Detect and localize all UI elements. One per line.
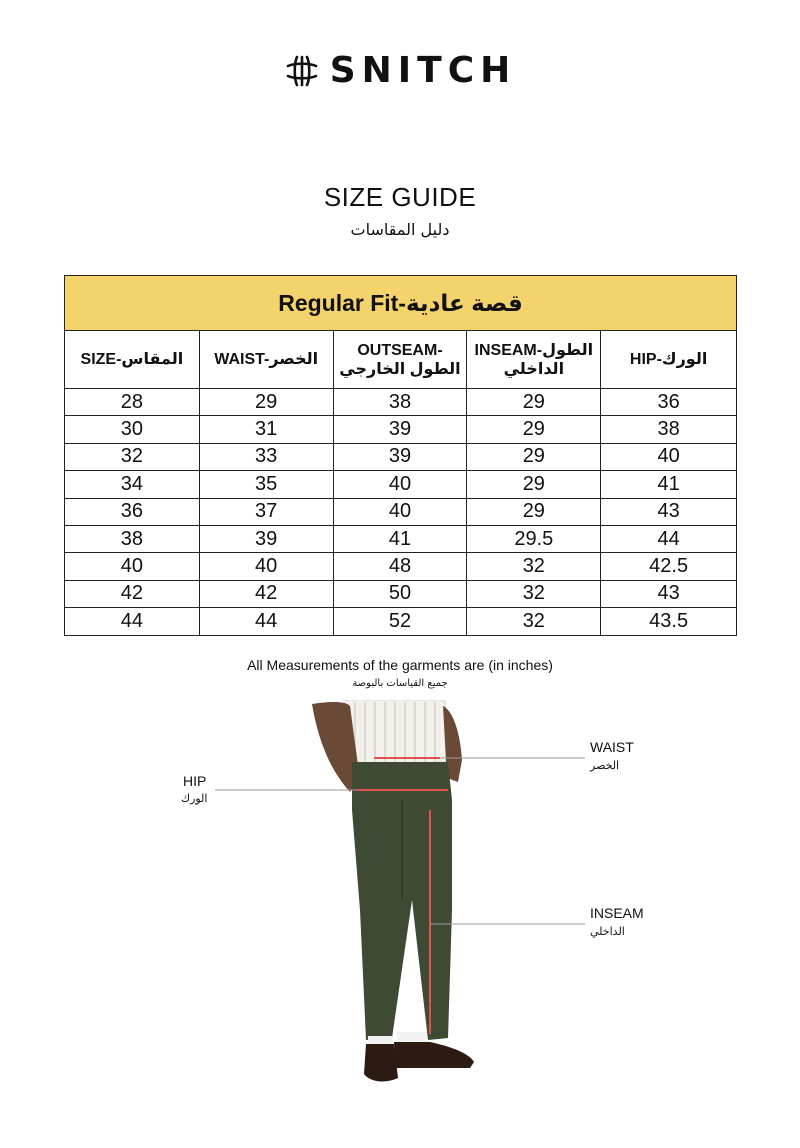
- column-header-hip: [601, 331, 737, 389]
- fit-label: Regular Fit-قصة عادية: [65, 276, 737, 331]
- table-cell: 32: [467, 553, 601, 580]
- table-cell: 36: [601, 389, 737, 416]
- table-row: [65, 608, 737, 635]
- table-cell: 29: [467, 498, 601, 525]
- table-cell: 39: [333, 443, 467, 470]
- inseam-label: INSEAM: [590, 905, 644, 921]
- table-cell: 52: [333, 608, 467, 635]
- table-cell: 32: [467, 580, 601, 607]
- fit-row: [65, 276, 737, 331]
- page-title-arabic: دليل المقاسات: [350, 220, 450, 239]
- table-cell: 38: [601, 416, 737, 443]
- table-cell: 33: [199, 443, 333, 470]
- table-cell: 40: [333, 498, 467, 525]
- table-cell: 38: [333, 389, 467, 416]
- table-cell: 44: [65, 608, 200, 635]
- table-cell: 50: [333, 580, 467, 607]
- table-cell: 43.5: [601, 608, 737, 635]
- table-row: [65, 416, 737, 443]
- table-cell: 31: [199, 416, 333, 443]
- table-cell: 42: [65, 580, 200, 607]
- table-cell: 29: [467, 443, 601, 470]
- column-header-row: [65, 331, 737, 389]
- column-header-line: OUTSEAM-: [357, 341, 443, 359]
- size-table: [64, 275, 737, 636]
- table-cell: 29: [467, 471, 601, 498]
- table-cell: 40: [199, 553, 333, 580]
- table-row: [65, 553, 737, 580]
- column-header-line: الداخلي: [503, 360, 565, 378]
- table-cell: 35: [199, 471, 333, 498]
- measurement-note: All Measurements of the garments are (in inches): [247, 657, 553, 673]
- table-cell: 48: [333, 553, 467, 580]
- left-shoe: [394, 1042, 474, 1068]
- brand-name: SNITCH: [329, 50, 517, 91]
- table-cell: 41: [333, 525, 467, 552]
- hash-knot-icon: [284, 53, 320, 89]
- table-cell: 39: [199, 525, 333, 552]
- hip-label: HIP: [183, 773, 207, 789]
- page-title: SIZE GUIDE: [323, 182, 477, 212]
- table-cell: 34: [65, 471, 200, 498]
- trouser-figure: [0, 700, 800, 1148]
- table-cell: 43: [601, 580, 737, 607]
- table-cell: 42: [199, 580, 333, 607]
- table-cell: 29: [467, 416, 601, 443]
- table-cell: 36: [65, 498, 200, 525]
- table-cell: 39: [333, 416, 467, 443]
- table-row: [65, 498, 737, 525]
- table-cell: 43: [601, 498, 737, 525]
- table-cell: 32: [65, 443, 200, 470]
- table-cell: 29.5: [467, 525, 601, 552]
- table-cell: 32: [467, 608, 601, 635]
- column-header-waist: [199, 331, 333, 389]
- column-header-line: SIZE-المقاس: [80, 351, 184, 368]
- table-cell: 38: [65, 525, 200, 552]
- right-shoe: [364, 1044, 398, 1081]
- table-cell: 28: [65, 389, 200, 416]
- hip-label-arabic: الورك: [181, 792, 208, 805]
- waist-label: WAIST: [590, 739, 634, 755]
- table-body: [65, 389, 737, 636]
- waist-label-arabic: الخصر: [590, 759, 620, 772]
- column-header-outseam: [333, 331, 467, 389]
- table-row: [65, 389, 737, 416]
- table-row: [65, 443, 737, 470]
- column-header-line: الطول الخارجي: [339, 360, 461, 378]
- table-cell: 41: [601, 471, 737, 498]
- table-cell: 40: [65, 553, 200, 580]
- table-row: [65, 471, 737, 498]
- table-cell: 42.5: [601, 553, 737, 580]
- table-cell: 44: [601, 525, 737, 552]
- column-header-inseam: [467, 331, 601, 389]
- column-header-size: [65, 331, 200, 389]
- measurement-note-arabic: جميع القياسات بالبوصة: [352, 678, 448, 689]
- column-header-line: INSEAM-الطول: [474, 341, 594, 359]
- table-cell: 44: [199, 608, 333, 635]
- inseam-label-arabic: الداخلي: [590, 925, 625, 938]
- table-cell: 37: [199, 498, 333, 525]
- brand-logo: [0, 50, 800, 91]
- table-row: [65, 525, 737, 552]
- column-header-line: HIP-الورك: [629, 351, 708, 368]
- table-cell: 30: [65, 416, 200, 443]
- table-cell: 29: [199, 389, 333, 416]
- table-cell: 40: [601, 443, 737, 470]
- table-cell: 40: [333, 471, 467, 498]
- table-row: [65, 580, 737, 607]
- trouser-illustration: [0, 700, 800, 1148]
- column-header-line: WAIST-الخصر: [214, 351, 319, 368]
- table-cell: 29: [467, 389, 601, 416]
